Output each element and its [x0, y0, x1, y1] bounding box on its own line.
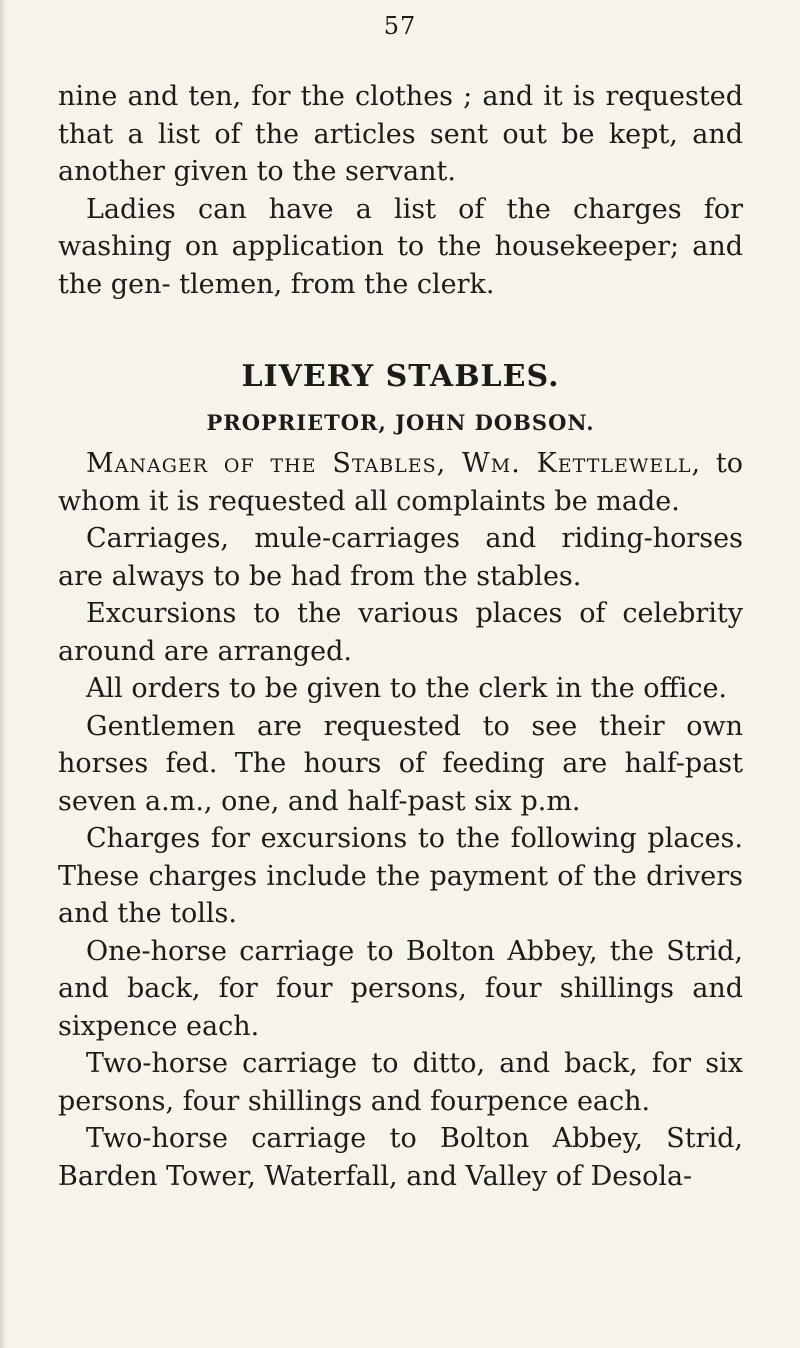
- paragraph-orders: All orders to be given to the clerk in the office.: [86, 673, 728, 704]
- paragraph-washing-charges: Ladies can have a list of the charges for washing on application to the housekeeper; and the gen- tlemen, from the clerk.: [58, 193, 743, 300]
- paragraph-two-horse-ditto: Two-horse carriage to ditto, and back, for six persons, four shillings and fourpence each.: [58, 1048, 743, 1117]
- page-edge-shadow: [0, 0, 6, 1348]
- paragraph-one-horse: One-horse carriage to Bolton Abbey, the Strid, and back, for four persons, four shillings and sixpence each.: [58, 935, 743, 1042]
- paragraph-excursions: Excursions to the various places of celebrity around are arranged.: [58, 598, 743, 667]
- paragraph-charges: Charges for excursions to the following places. These charges include the payment of the drivers and the tolls.: [58, 823, 743, 929]
- section-heading: LIVERY STABLES.: [241, 359, 560, 394]
- section-subheading: PROPRIETOR, JOHN DOBSON.: [206, 410, 595, 435]
- page-number: 57: [383, 12, 417, 40]
- manager-rest: to whom it is requested all complaints be made.: [58, 448, 743, 517]
- manager-title: Manager of the Stables, Wm. Kettlewell,: [86, 448, 702, 479]
- paragraph-clothes: nine and ten, for the clothes ; and it is requested that a list of the articles sent out be kept, and another given to the servant.: [58, 81, 743, 187]
- paragraph-two-horse-barden: Two-horse carriage to Bolton Abbey, Strid, Barden Tower, Waterfall, and Valley of Desola-: [58, 1123, 743, 1192]
- page-body: [58, 78, 743, 1195]
- paragraph-carriages: Carriages, mule-carriages and riding-horses are always to be had from the stables.: [58, 523, 743, 592]
- paragraph-feeding-hours: Gentlemen are requested to see their own horses fed. The hours of feeding are half-past seven a.m., one, and half-past six p.m.: [58, 710, 743, 817]
- paragraph-manager: [58, 445, 743, 520]
